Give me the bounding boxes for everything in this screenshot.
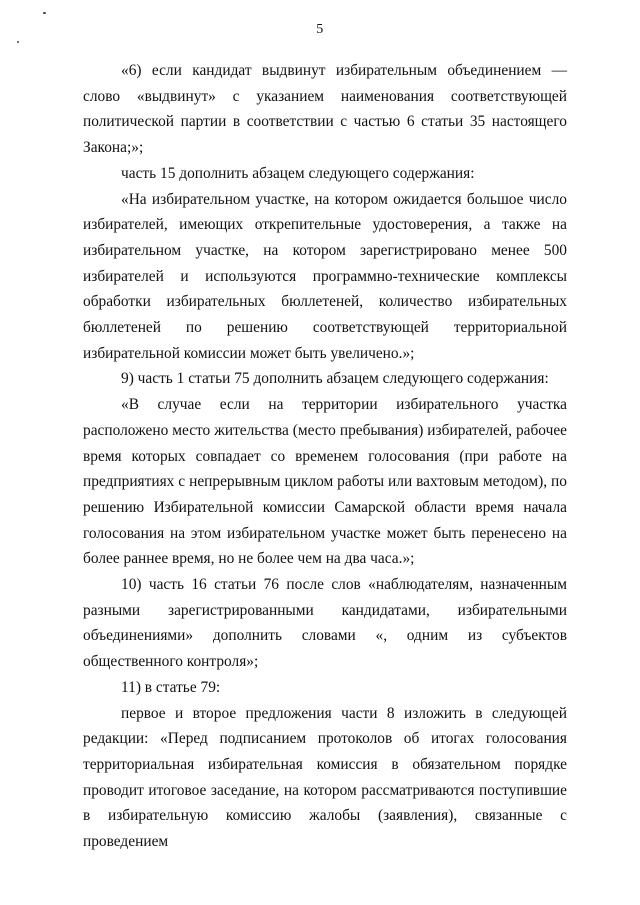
paragraph-part-15-intro: часть 15 дополнить абзацем следующего содержания:	[121, 164, 475, 182]
paragraph-item-9: 9) часть 1 статьи 75 дополнить абзацем следующего содержания:	[121, 370, 549, 388]
scan-artifact	[43, 12, 46, 14]
paragraph-item-10: 10) часть 16 статьи 76 после слов «наблюдателям, назначенным разными зарегистрированными кандидатами, избирательными объединениями» дополнить словами «, одним из субъектов общественного контроля»;	[83, 576, 567, 671]
document-body	[83, 58, 567, 855]
paragraph-part-15-text: «На избирательном участке, на котором ожидается большое число избирателей, имеющих открепительные удостоверения, а также на избирательном участке, на котором зарегистрировано менее 500 избирателей и используются программно-технические комплексы обработки избирательных бюллетеней, количество избирательных бюллетеней по решению соответствующей территориальной избирательной комиссии может быть увеличено.»;	[83, 190, 567, 362]
scan-artifact	[17, 41, 19, 43]
page-number: 5	[316, 22, 324, 37]
paragraph-part-8-text: первое и второе предложения части 8 изложить в следующей редакции: «Перед подписанием протоколов об итогах голосования территориальная избирательная комиссия в обязательном порядке проводит итоговое заседание, на котором рассматриваются поступившие в избирательную комиссию жалобы (заявления), связанные с проведением	[83, 704, 567, 851]
paragraph-item-9-text: «В случае если на территории избирательного участка расположено место жительства (место пребывания) избирателей, рабочее время которых совпадает со временем голосования (при работе на предприятиях с непрерывным циклом работы или вахтовым методом), по решению Избирательной комиссии Самарской области время начала голосования на этом избирательном участке может быть перенесено на более раннее время, но не более чем на два часа.»;	[83, 396, 567, 568]
paragraph-item-11: 11) в статье 79:	[121, 678, 221, 696]
paragraph-item-6-amendment: «6) если кандидат выдвинут избирательным объединением — слово «выдвинут» с указанием наименования соответствующей политической партии в соответствии с частью 6 статьи 35 настоящего Закона;»;	[83, 62, 567, 157]
